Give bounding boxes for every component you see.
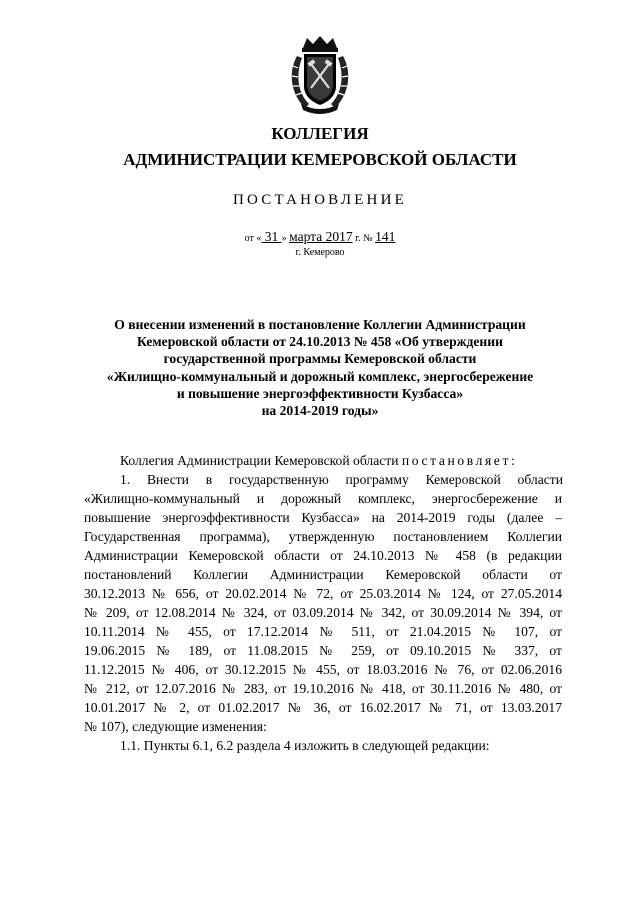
paragraph-1-line: Государственная программа), утвержденную постановлением Коллегии — [84, 529, 562, 544]
title-line: на 2014-2019 годы» — [261, 403, 379, 419]
org-name-line2: АДМИНИСТРАЦИИ КЕМЕРОВСКОЙ ОБЛАСТИ — [123, 150, 517, 169]
title-line: «Жилищно-коммунальный и дорожный комплекс, энергосбережение — [106, 368, 534, 384]
paragraph-1-line: № 209, от 12.08.2014 № 324, от 03.09.2014 № 342, от 30.09.2014 № 394, от — [84, 605, 562, 620]
paragraph-1-line: № 212, от 12.07.2016 № 283, от 19.10.2016 № 418, от 30.11.2016 № 480, от — [84, 681, 562, 696]
date-line — [0, 229, 640, 245]
paragraph-1-line: 30.12.2013 № 656, от 20.02.2014 № 72, от 25.03.2014 № 124, от 27.05.2014 — [84, 586, 562, 601]
title-line: и повышение энергоэффективности Кузбасса» — [176, 385, 464, 401]
number-label: № — [360, 233, 376, 244]
paragraph-1-line: 10.01.2017 № 2, от 01.02.2017 № 36, от 16.02.2017 № 71, от 13.03.2017 — [84, 700, 562, 715]
coat-of-arms-emblem — [287, 34, 353, 114]
paragraph-1-line: постановлений Коллегии Администрации Кемеровской области от — [84, 567, 562, 582]
paragraph-1-line: «Жилищно-коммунальный и дорожный комплекс, энергосбережение и — [84, 491, 562, 506]
paragraph-1-line: 19.06.2015 № 189, от 11.08.2015 № 259, от 09.10.2015 № 337, от — [84, 643, 562, 658]
document-type: ПОСТАНОВЛЕНИЕ — [233, 192, 407, 208]
title-line: Кемеровской области от 24.10.2013 № 458 «Об утверждении — [137, 334, 503, 350]
paragraph-1-line: 1. Внести в государственную программу Кемеровской области — [120, 472, 563, 487]
org-name-line1: КОЛЛЕГИЯ — [271, 124, 369, 143]
title-line: О внесении изменений в постановление Коллегии Администрации — [114, 317, 526, 332]
date-year-suffix: г. — [352, 233, 361, 244]
title-line: государственной программы Кемеровской области — [163, 351, 477, 367]
paragraph-1-line: повышение энергоэффективности Кузбасса» на 2014-2019 годы (далее – — [84, 510, 562, 525]
date-month-year: марта 2017 — [289, 229, 353, 244]
intro-text: Коллегия Администрации Кемеровской области — [120, 453, 402, 468]
paragraph-1-line: 11.12.2015 № 406, от 30.12.2015 № 455, от 18.03.2016 № 76, от 02.06.2016 — [84, 662, 562, 677]
document-number: 141 — [375, 229, 396, 244]
paragraph-1-line: Администрации Кемеровской области от 24.10.2013 № 458 (в редакции — [84, 548, 562, 563]
date-after-day: » — [281, 233, 290, 244]
paragraph-1-line: 10.11.2014 № 455, от 17.12.2014 № 511, от 21.04.2015 № 107, от — [84, 624, 562, 639]
date-prefix: от « — [244, 233, 262, 244]
date-day: 31 — [261, 229, 282, 244]
paragraph-1-1: 1.1. Пункты 6.1, 6.2 раздела 4 изложить в следующей редакции: — [120, 738, 490, 753]
intro-keyword: постановляет: — [401, 453, 518, 468]
city: г. Кемерово — [295, 247, 345, 258]
paragraph-1-line: № 107), следующие изменения: — [84, 719, 267, 734]
intro-paragraph — [120, 452, 570, 469]
document-title — [0, 316, 640, 419]
